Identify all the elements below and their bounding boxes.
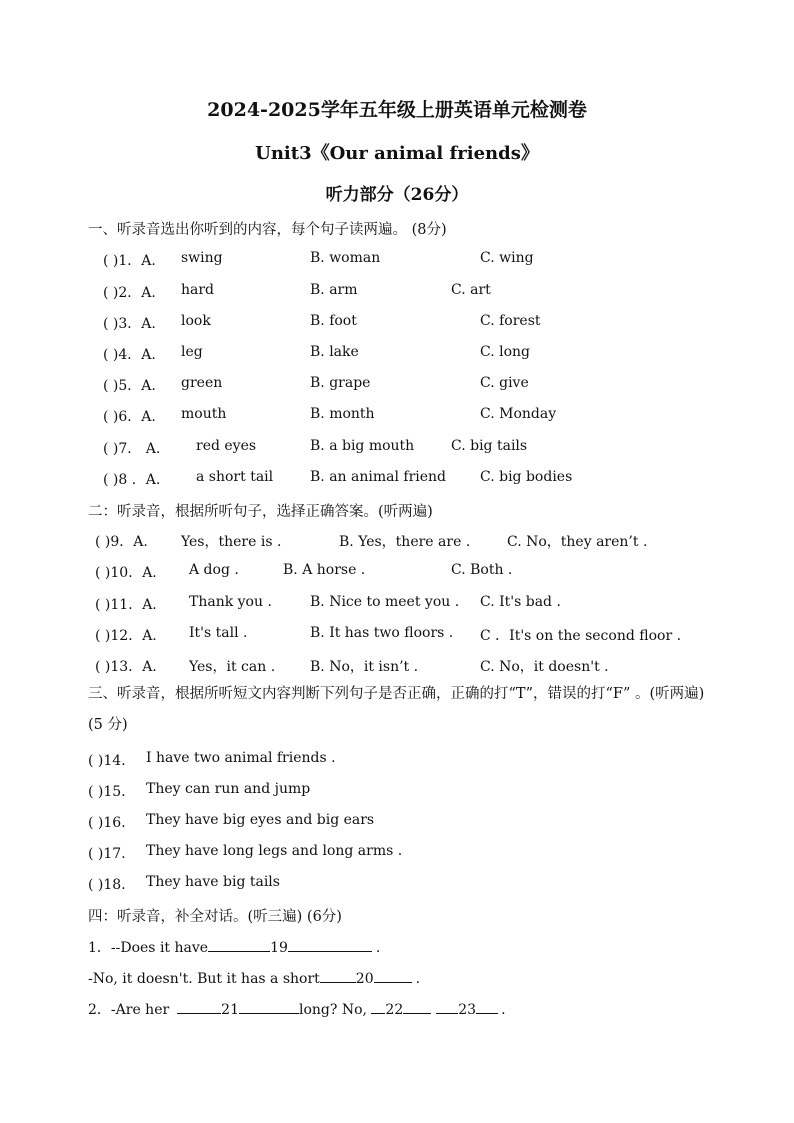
answer-blank[interactable]: [288, 937, 372, 952]
statement-text: They have big tails: [146, 874, 280, 890]
option-a: a short tail: [196, 469, 274, 485]
question-number: ( )17．: [88, 846, 136, 862]
option-a: A dog .: [189, 562, 239, 578]
option-a: It's tall .: [189, 625, 248, 641]
blank-number: 19: [270, 940, 288, 956]
option-c: C. big bodies: [480, 469, 573, 485]
option-a: Yes，it can .: [189, 659, 276, 675]
dialogue-text: 1．--Does it have: [88, 940, 209, 956]
option-b: B. Nice to meet you .: [310, 594, 460, 610]
question-number: ( )10．A.: [95, 565, 157, 581]
option-b: B. It has two floors .: [310, 625, 454, 641]
option-c: C. No，it doesn't .: [480, 659, 609, 675]
section-2-heading: 二：听录音，根据所听句子，选择正确答案。(听两遍): [88, 504, 433, 520]
option-b: B. Yes，there are .: [339, 534, 471, 550]
statement-text: They can run and jump: [146, 781, 311, 797]
question-number: ( )1．A.: [103, 253, 156, 269]
question-number: ( )16．: [88, 815, 136, 831]
section-3-heading: 三、听录音，根据所听短文内容判断下列句子是否正确，正确的打“T”，错误的打“F” 。(听两遍) (5 分): [88, 686, 705, 733]
option-c: C. Monday: [480, 406, 557, 422]
dialogue-text: -No, it doesn't. But it has a short: [88, 971, 320, 987]
question-number: ( )3．A.: [103, 316, 156, 332]
question-number: ( )14．: [88, 753, 136, 769]
question-number: ( )2．A.: [103, 285, 156, 301]
blank-number: 20: [355, 971, 374, 987]
page-title: 2024-2025学年五年级上册英语单元检测卷: [207, 99, 587, 121]
option-c: C. It's bad .: [480, 594, 561, 610]
question-number: ( )9．A.: [95, 534, 148, 550]
question-number: ( )5．A.: [103, 378, 156, 394]
option-c: C. forest: [480, 313, 541, 329]
option-c: C ．It's on the second floor .: [480, 628, 682, 644]
option-b: B. foot: [310, 313, 357, 329]
question-number: ( )4．A.: [103, 347, 156, 363]
answer-blank[interactable]: [320, 968, 356, 983]
answer-blank[interactable]: [374, 968, 412, 983]
dialogue-text: 2．-Are her: [88, 1002, 170, 1018]
section-heading-listening: 听力部分（26分）: [325, 185, 469, 205]
answer-blank[interactable]: [403, 999, 431, 1014]
option-b: B. an animal friend: [310, 469, 447, 485]
statement-text: I have two animal friends .: [146, 750, 336, 766]
question-number: ( )18．: [88, 877, 136, 893]
dialogue-line-3: [88, 999, 506, 1019]
dialogue-punct: .: [375, 940, 381, 956]
answer-blank[interactable]: [436, 999, 458, 1014]
option-b: B. a big mouth: [310, 438, 415, 454]
blank-number: 22: [385, 1002, 404, 1018]
option-b: B. lake: [310, 344, 359, 360]
dialogue-punct: .: [501, 1002, 506, 1018]
option-b: B. month: [310, 406, 375, 422]
answer-blank[interactable]: [177, 999, 221, 1014]
option-b: B. grape: [310, 375, 371, 391]
option-b: B. arm: [310, 282, 358, 298]
statement-text: They have long legs and long arms .: [146, 843, 403, 859]
question-number: ( )7． A.: [103, 441, 161, 457]
dialogue-punct: .: [415, 971, 421, 987]
option-c: C. long: [480, 344, 530, 360]
blank-number: 21: [221, 1002, 239, 1018]
option-b: B. No，it isn’t .: [310, 659, 419, 675]
question-number: ( )15．: [88, 784, 136, 800]
option-b: B. woman: [310, 250, 381, 266]
option-c: C. wing: [480, 250, 534, 266]
option-a: green: [181, 375, 223, 391]
question-number: ( )6．A.: [103, 409, 156, 425]
dialogue-text: long? No,: [299, 1002, 372, 1018]
option-a: Yes，there is .: [181, 534, 282, 550]
option-a: leg: [181, 344, 203, 360]
option-c: C. give: [480, 375, 529, 391]
unit-subtitle: Unit3《Our animal friends》: [255, 143, 539, 164]
dialogue-line-2: [88, 968, 420, 988]
section-1-heading: 一、听录音选出你听到的内容，每个句子读两遍。 (8分): [88, 222, 447, 238]
option-c: C. art: [451, 282, 491, 298]
option-a: look: [181, 313, 211, 329]
statement-text: They have big eyes and big ears: [146, 812, 375, 828]
question-number: ( )11．A.: [95, 597, 157, 613]
question-number: ( )13．A.: [95, 659, 157, 675]
option-a: swing: [181, 250, 223, 266]
blank-number: 23: [458, 1002, 477, 1018]
answer-blank[interactable]: [208, 937, 270, 952]
option-c: C. Both .: [451, 562, 513, 578]
section-4-heading: 四：听录音，补全对话。(听三遍) (6分): [88, 909, 342, 925]
question-number: ( )12．A.: [95, 628, 157, 644]
option-c: C. big tails: [451, 438, 528, 454]
option-a: hard: [181, 282, 215, 298]
option-c: C. No，they aren’t .: [507, 534, 648, 550]
answer-blank[interactable]: [239, 999, 299, 1014]
answer-blank[interactable]: [371, 999, 385, 1014]
dialogue-line-1: [88, 937, 380, 957]
question-number: ( )8 ．A.: [103, 472, 161, 488]
answer-blank[interactable]: [476, 999, 498, 1014]
option-b: B. A horse .: [283, 562, 366, 578]
option-a: red eyes: [196, 438, 257, 454]
option-a: mouth: [181, 406, 227, 422]
option-a: Thank you .: [189, 594, 272, 610]
